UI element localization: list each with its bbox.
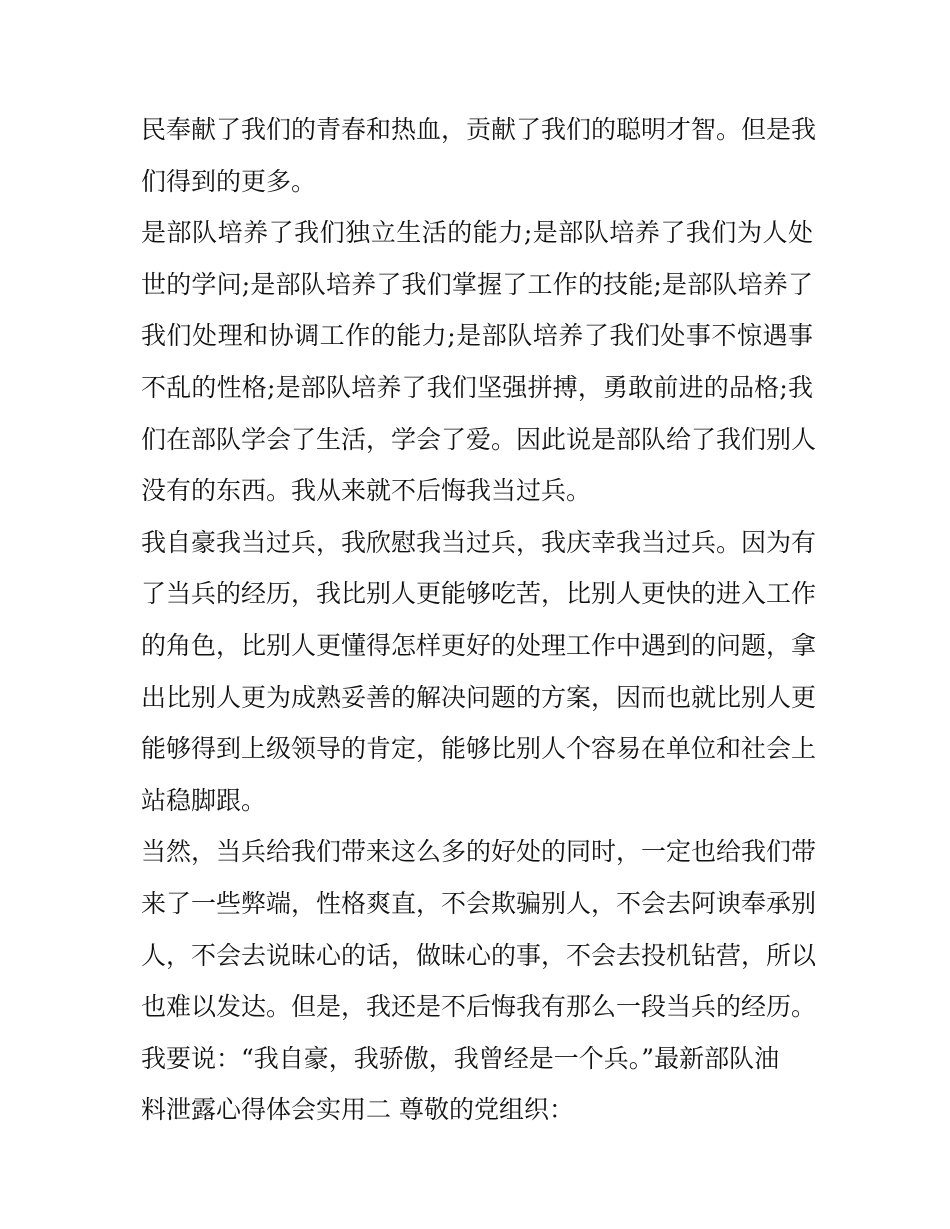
text-line-20: 料泄露心得体会实用二 尊敬的党组织： bbox=[141, 1095, 574, 1125]
text-line-11: 的角色，比别人更懂得怎样更好的处理工作中遇到的问题，拿 bbox=[141, 630, 817, 660]
text-line-10: 了当兵的经历，我比别人更能够吃苦，比别人更快的进入工作 bbox=[141, 579, 817, 609]
text-line-16: 来了一些弊端，性格爽直，不会欺骗别人，不会去阿谀奉承别 bbox=[141, 888, 817, 918]
text-line-5: 我们处理和协调工作的能力;是部队培养了我们处事不惊遇事 bbox=[141, 321, 813, 351]
text-line-1: 民奉献了我们的青春和热血，贡献了我们的聪明才智。但是我 bbox=[141, 115, 817, 144]
text-line-13: 能够得到上级领导的肯定，能够比别人个容易在单位和社会上 bbox=[141, 734, 817, 764]
body-text bbox=[141, 104, 817, 1136]
text-line-9: 我自豪我当过兵，我欣慰我当过兵，我庆幸我当过兵。因为有 bbox=[141, 527, 817, 557]
text-line-2: 们得到的更多。 bbox=[141, 166, 317, 196]
text-line-18: 也难以发达。但是，我还是不后悔我有那么一段当兵的经历。 bbox=[141, 992, 817, 1022]
text-line-17: 人，不会去说昧心的话，做昧心的事，不会去投机钻营，所以 bbox=[141, 940, 817, 970]
text-line-6: 不乱的性格;是部队培养了我们坚强拼搏，勇敢前进的品格;我 bbox=[141, 372, 813, 402]
text-line-4: 世的学问;是部队培养了我们掌握了工作的技能;是部队培养了 bbox=[141, 269, 813, 299]
text-line-14: 站稳脚跟。 bbox=[141, 785, 267, 815]
text-line-12: 出比别人更为成熟妥善的解决问题的方案，因而也就比别人更 bbox=[141, 682, 817, 712]
text-line-7: 们在部队学会了生活，学会了爱。因此说是部队给了我们别人 bbox=[141, 424, 817, 454]
text-line-19: 我要说：“我自豪，我骄傲，我曾经是一个兵。”最新部队油 bbox=[141, 1043, 780, 1073]
text-line-3: 是部队培养了我们独立生活的能力;是部队培养了我们为人处 bbox=[141, 218, 813, 248]
text-line-15: 当然，当兵给我们带来这么多的好处的同时，一定也给我们带 bbox=[141, 837, 817, 867]
text-line-8: 没有的东西。我从来就不后悔我当过兵。 bbox=[141, 476, 592, 506]
